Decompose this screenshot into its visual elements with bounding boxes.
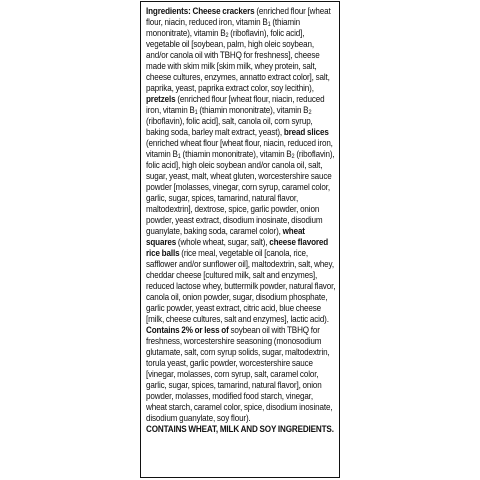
vitamin-subscript: 1 [177, 154, 181, 160]
vitamin-subscript: 1 [267, 22, 271, 28]
vitamin-subscript: 1 [194, 110, 198, 116]
ingredient-text: (whole wheat, sugar, salt), [176, 237, 270, 247]
ingredient-text: (enriched wheat flour [wheat flour, niacin, reduced iron, vitamin B [146, 138, 333, 159]
vitamin-subscript: 2 [308, 110, 312, 116]
ingredients-label-panel [140, 1, 340, 478]
ingredient-text: (riboflavin), folic acid], vegetable oil [soybean, palm, high oleic soybean, and/or canola oil with TBHQ for freshness], cheese made with skim milk [skim milk, whey protein, salt, cheese cultures, enzymes, annatto extract color], salt, paprika, yeast, paprika extract color, soy lecithin), [146, 28, 330, 93]
component-name: Cheese crackers [192, 6, 255, 16]
contains-list: soybean oil with TBHQ for freshness, worcestershire seasoning (monosodium glutamate, salt, corn syrup solids, sugar, maltodextrin, torula yeast, garlic powder, worcestershire sauce [vinegar, molasses, corn syrup, salt, caramel color, garlic, sugar, spices, tamarind, natural flavor], onion powder, molasses, modified food starch, vinegar, wheat starch, caramel color, spice, disodium inosinate, disodium guanylate, soy flour). [146, 325, 333, 423]
ingredient-text: (riboflavin), folic acid], high oleic soybean and/or canola oil, salt, sugar, yeast, malt, wheat gluten, worcestershire sauce powder [molasses, vinegar, corn syrup, caramel color, garlic, sugar, spices, tamarind, natural flavor, maltodextrin], dextrose, spice, garlic powder, onion powder, yeast extract, disodium inosinate, disodium guanylate, baking soda, caramel color), [146, 149, 335, 236]
component-name: pretzels [146, 94, 176, 104]
contains-heading: Contains 2% or less of [146, 325, 229, 335]
ingredients-text [146, 6, 336, 435]
vitamin-subscript: 2 [225, 33, 229, 39]
contains-paragraph [146, 325, 336, 424]
ingredients-list [146, 6, 335, 324]
ingredient-text: (rice meal, vegetable oil [canola, rice, safflower and/or sunflower oil], maltodextrin, salt, whey, cheddar cheese [cultured milk, salt and enzymes], reduced lactose whey, buttermilk powder, natural flavor, canola oil, onion powder, sugar, disodium phosphate, garlic powder, yeast extract, citric acid, blue cheese [milk, cheese cultures, salt and enzymes], lactic acid). [146, 248, 336, 324]
component-name: bread slices [283, 127, 329, 137]
ingredient-text: (enriched flour [wheat flour, niacin, reduced iron, vitamin B [146, 94, 325, 115]
ingredient-text: (riboflavin), folic acid], salt, canola oil, corn syrup, baking soda, barley malt extract, yeast), [146, 116, 313, 137]
component-name: cheese flavored rice balls [146, 237, 329, 258]
allergen-statement: CONTAINS WHEAT, MILK AND SOY INGREDIENTS. [146, 424, 334, 434]
vitamin-subscript: 2 [291, 154, 295, 160]
component-name: wheat squares [146, 226, 305, 247]
ingredient-text: (thiamin mononitrate), vitamin B [180, 149, 292, 159]
ingredients-paragraph [146, 6, 336, 325]
ingredient-text: (thiamin mononitrate), vitamin B [146, 17, 301, 38]
ingredient-text: (thiamin mononitrate), vitamin B [197, 105, 309, 115]
ingredient-text: (enriched flour [wheat flour, niacin, reduced iron, vitamin B [146, 6, 331, 27]
ingredients-heading: Ingredients: [146, 6, 191, 16]
